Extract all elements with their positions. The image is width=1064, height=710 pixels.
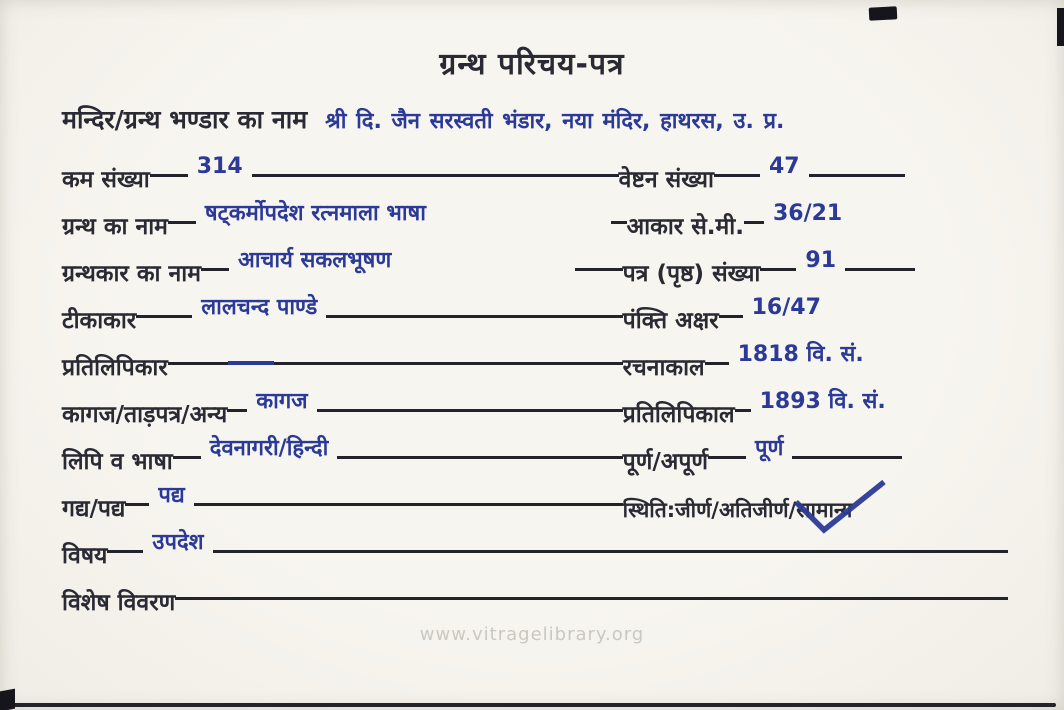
field-value: देवनागरी/हिन्दी [209, 435, 329, 461]
field-underline [213, 550, 1008, 553]
field-underline [125, 503, 149, 506]
field-granth-naam [62, 202, 611, 240]
field-underline [809, 174, 905, 177]
field-underline [194, 503, 611, 506]
field-underline [735, 409, 751, 412]
field-row [62, 381, 1008, 428]
field-value: लालचन्द पाण्डे [201, 294, 318, 320]
field-value: 47 [768, 153, 800, 179]
field-underline [719, 315, 743, 318]
field-pratilipikar [62, 355, 611, 381]
field-purn-apurn [611, 437, 1008, 475]
field-vishay [62, 531, 1008, 569]
field-underline [744, 221, 764, 224]
field-label: गद्य/पद्य [62, 495, 126, 522]
field-underline [611, 409, 623, 412]
field-underline [173, 456, 201, 459]
field-label: पूर्ण/अपूर्ण [622, 448, 709, 475]
field-label: आकार से.मी. [626, 213, 744, 240]
field-underline [792, 456, 902, 459]
field-underline [274, 362, 611, 365]
field-label: लिपि व भाषा [62, 448, 173, 475]
field-underline [175, 597, 1008, 600]
field-label: पंक्ति अक्षर [622, 307, 719, 334]
field-pankti-akshar [611, 296, 1008, 334]
field-label: ग्रन्थ का नाम [62, 213, 168, 240]
field-underline [611, 503, 623, 506]
field-underline [150, 174, 188, 177]
field-value: पूर्ण [755, 435, 784, 461]
field-pratilipikaal [611, 390, 1008, 428]
form-title: ग्रन्थ परिचय-पत्र [439, 47, 625, 82]
field-lipi-bhasha [62, 437, 611, 475]
scan-artifact-top-right [869, 6, 898, 20]
field-label: प्रतिलिपिकार [62, 354, 168, 381]
field-value: 36/21 [772, 200, 843, 226]
field-row [62, 569, 1008, 616]
field-label: टीकाकार [62, 307, 137, 334]
bhandar-name-value: श्री दि. जैन सरस्वती भंडार, नया मंदिर, हाथरस, उ. प्र. [325, 109, 785, 134]
field-label: विशेष विवरण [62, 589, 176, 616]
field-row [62, 522, 1008, 569]
field-underline [168, 221, 196, 224]
field-underline [845, 268, 915, 271]
field-underline [611, 221, 627, 224]
field-underline [168, 362, 228, 365]
field-value: 1893 वि. सं. [759, 388, 886, 414]
field-underline [705, 362, 729, 365]
field-rachnakaal [611, 343, 1008, 381]
field-veshtan-sankhya [611, 155, 1008, 193]
field-value: षट्कर्मोपदेश रत्नमाला भाषा [204, 200, 426, 226]
field-label: प्रतिलिपिकाल [622, 401, 735, 428]
field-underline [708, 456, 746, 459]
field-patra-sankhya [611, 249, 1008, 287]
field-label: पत्र (पृष्ठ) संख्या [622, 260, 761, 287]
watermark: www.vitragelibrary.org [419, 624, 645, 645]
field-row [62, 240, 1008, 287]
field-underline [317, 409, 611, 412]
field-underline [760, 268, 796, 271]
field-label: कागज/ताड़पत्र/अन्य [62, 401, 228, 428]
field-underline [611, 315, 623, 318]
field-value: 1818 वि. सं. [737, 341, 864, 367]
field-aakar [611, 202, 1008, 240]
field-gadya-padya [62, 484, 611, 522]
scan-artifact-bottom-edge [10, 703, 1056, 707]
field-value: कागज [256, 388, 308, 414]
field-label: सामान्य [796, 497, 853, 522]
field-underline [575, 268, 611, 271]
bhandar-name-row [62, 102, 1014, 136]
field-row [62, 428, 1008, 475]
field-label: विषय [62, 542, 108, 569]
bhandar-name-label: मन्दिर/ग्रन्थ भण्डार का नाम [62, 105, 308, 134]
sthiti-checked-option [796, 498, 852, 522]
field-row [62, 287, 1008, 334]
field-label: वेष्टन संख्या [618, 166, 714, 193]
field-label: कम संख्या [62, 166, 150, 193]
field-underline [201, 268, 229, 271]
field-value: 91 [805, 247, 837, 273]
field-underline [326, 315, 610, 318]
field-tikakar [62, 296, 611, 334]
field-underline [611, 362, 623, 365]
field-sthiti [611, 498, 1008, 522]
field-underline [107, 550, 143, 553]
field-label: रचनाकाल [622, 354, 705, 381]
field-row [62, 475, 1008, 522]
field-label: ग्रन्थकार का नाम [62, 260, 201, 287]
field-value: पद्य [158, 482, 185, 508]
field-granthkar-naam [62, 249, 611, 287]
fields-grid [62, 146, 1008, 616]
field-kagaj-tadpatra [62, 390, 611, 428]
field-underline [611, 174, 619, 177]
field-label: स्थिति:जीर्ण/अतिजीर्ण/ [622, 497, 797, 522]
blank-entry-dash [228, 361, 274, 365]
field-row [62, 334, 1008, 381]
field-value: 16/47 [751, 294, 821, 320]
field-underline [714, 174, 760, 177]
field-underline [337, 456, 610, 459]
scan-artifact-bottom-left [0, 689, 15, 710]
field-value: 314 [196, 153, 243, 179]
field-kram-sankhya [62, 155, 611, 193]
field-value: उपदेश [152, 529, 204, 555]
field-row [62, 146, 1008, 193]
field-row [62, 193, 1008, 240]
field-underline [252, 174, 611, 177]
field-vishesh-vivaran [62, 590, 1008, 616]
field-underline [611, 268, 623, 271]
scan-artifact-right-edge [1057, 8, 1064, 46]
field-underline [611, 456, 623, 459]
field-underline [136, 315, 192, 318]
field-value: आचार्य सकलभूषण [237, 247, 392, 273]
field-underline [227, 409, 247, 412]
